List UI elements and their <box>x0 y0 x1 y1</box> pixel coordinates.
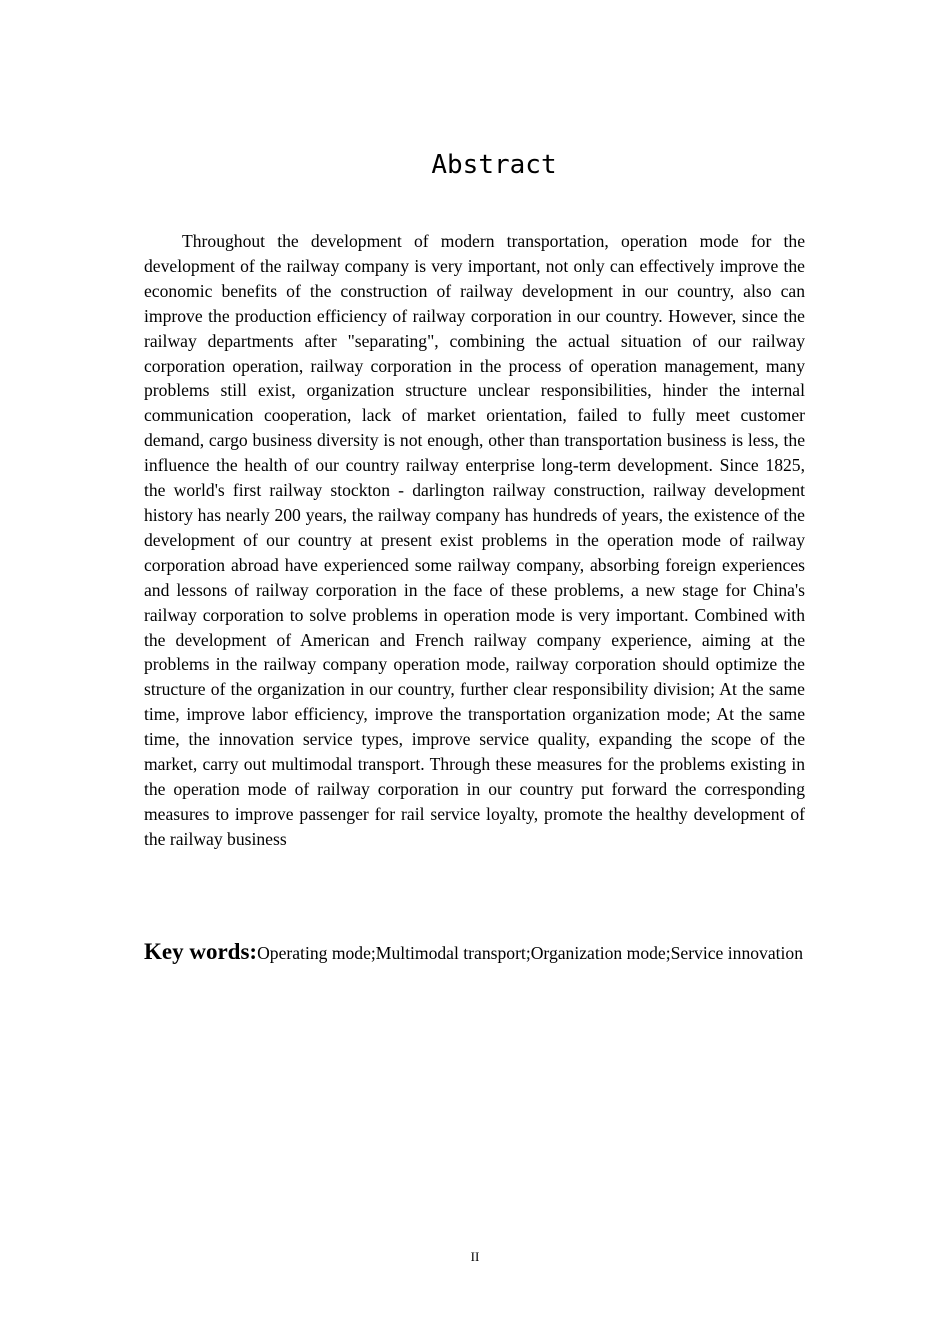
page-number: II <box>470 1249 480 1264</box>
keywords-list: Operating mode;Multimodal transport;Organization mode;Service innovation <box>257 943 804 963</box>
abstract-body: Throughout the development of modern transportation, operation mode for the development of the railway company is very important, not only can effectively improve the economic benefits of the construction of railway development in our country, also can improve the production efficiency of railway corporation in our country. However, since the railway departments after "separating", combining the actual situation of our railway corporation operation, railway corporation in the process of operation management, many problems still exist, organization structure unclear responsibilities, hinder the internal communication cooperation, lack of market orientation, failed to fully meet customer demand, cargo business diversity is not enough, other than transportation business is less, the influence the health of our country railway enterprise long-term development. Since 1825, the world's first railway stockton - darlington railway construction, railway development history has nearly 200 years, the railway company has hundreds of years, the existence of the development of our country at present exist problems in the operation mode of railway corporation abroad have experienced some railway company, absorbing foreign experiences and lessons of railway corporation in the face of these problems, a new stage for China's railway corporation to solve problems in operation mode is very important. Combined with the development of American and French railway company experience, aiming at the problems in the railway company operation mode, railway corporation should optimize the structure of the organization in our country, further clear responsibility division; At the same time, improve labor efficiency, improve the transportation organization mode; At the same time, the innovation service types, improve service quality, expanding the scope of the market, carry out multimodal transport. Through these measures for the problems existing in the operation mode of railway corporation in our country put forward the corresponding measures to improve passenger for rail service loyalty, promote the healthy development of the railway business <box>144 231 805 849</box>
abstract-title: Abstract <box>431 150 557 180</box>
keywords-label: Key words: <box>144 939 258 964</box>
keywords-section <box>144 934 805 971</box>
